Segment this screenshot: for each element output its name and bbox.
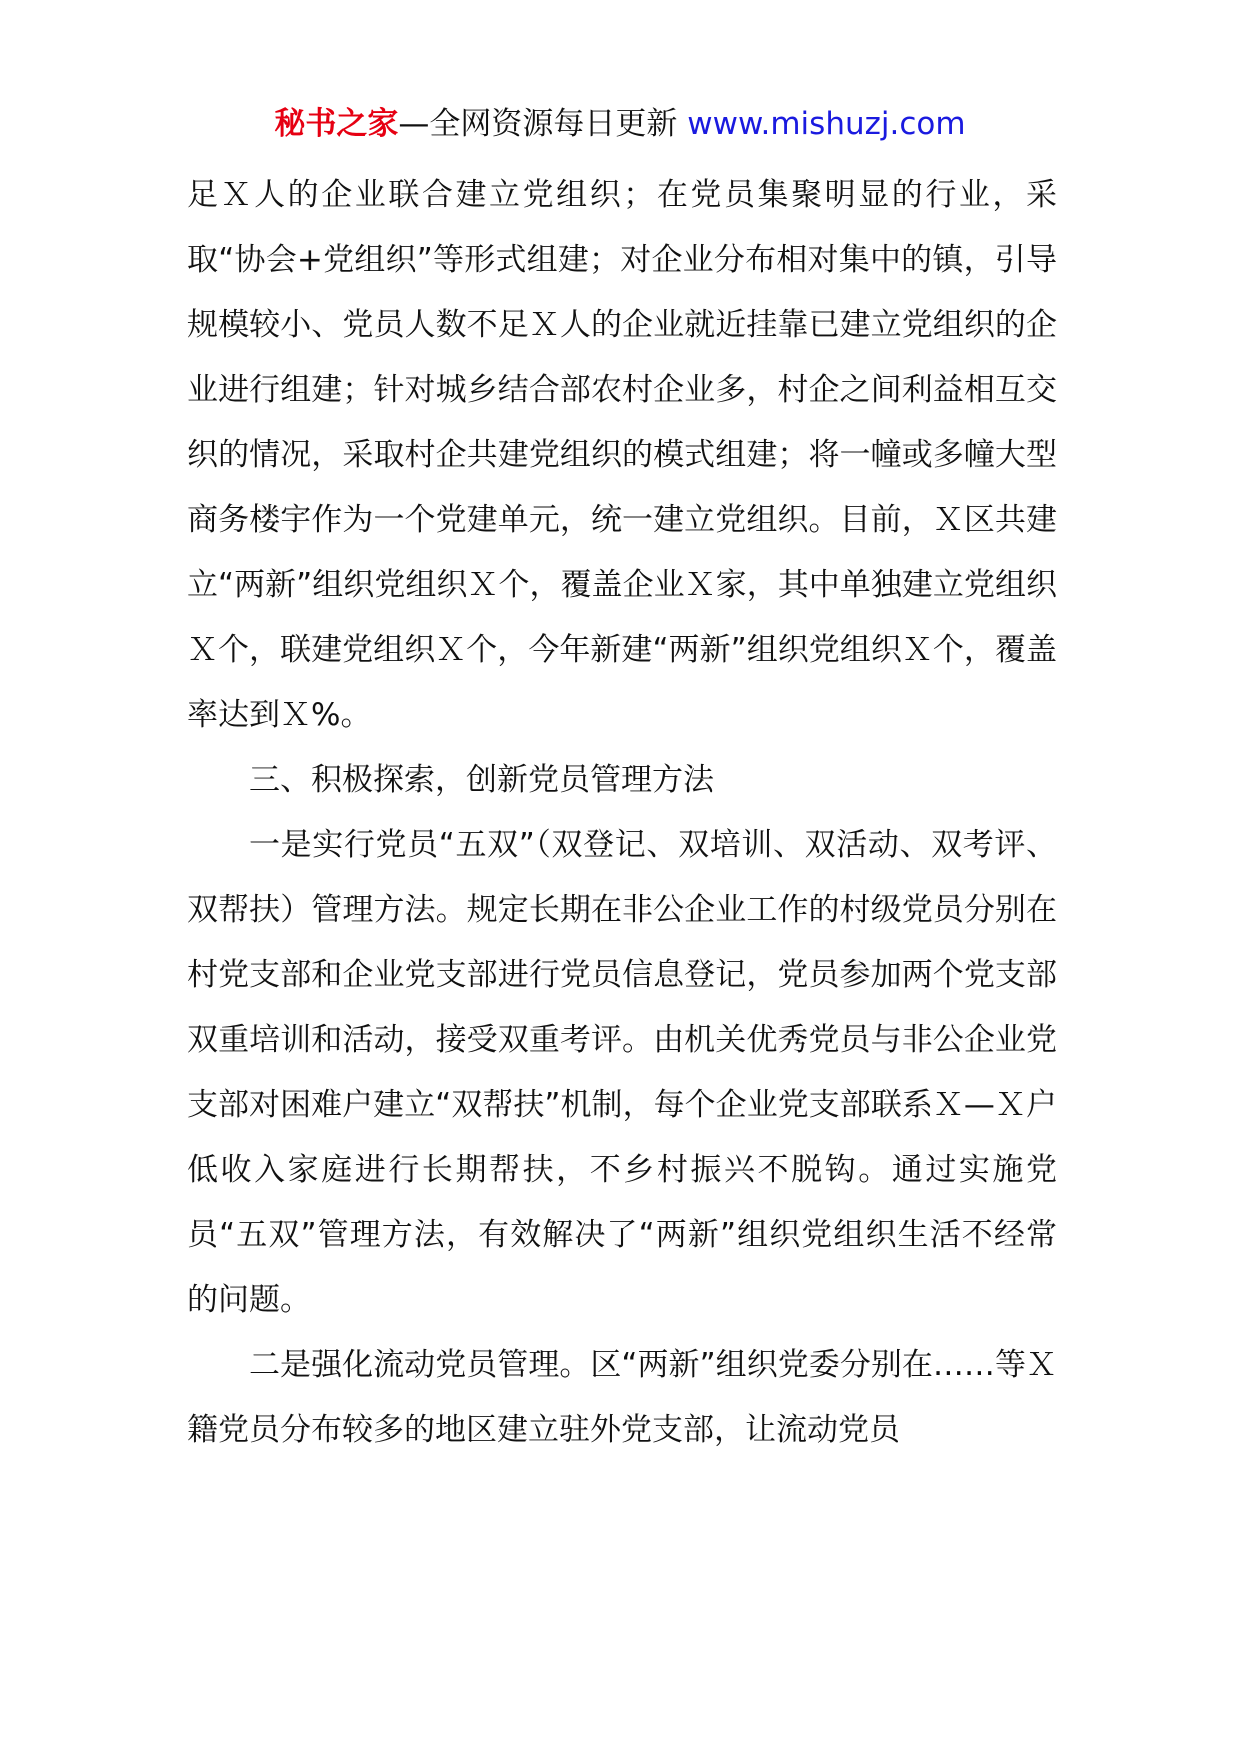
site-slogan: —全网资源每日更新 [398, 106, 688, 142]
body-paragraph-five-double: 一是实行党员“五双”（双登记、双培训、双活动、双考评、双帮扶）管理方法。规定长期在非公企业工作的村级党员分别在村党支部和企业党支部进行党员信息登记，党员参加两个党支部双重培训和活动，接受双重考评。由机关优秀党员与非公企业党支部对困难户建立“双帮扶”机制，每个企业党支部联系Ｘ—Ｘ户低收入家庭进行长期帮扶，不乡村振兴不脱钩。通过实施党员“五双”管理方法，有效解决了“两新”组织党组织生活不经常的问题。 [187, 827, 1057, 1318]
section-heading: 三、积极探索，创新党员管理方法 [249, 762, 714, 798]
body-paragraph-mobile-members: 二是强化流动党员管理。区“两新”组织党委分别在……等Ｘ籍党员分布较多的地区建立驻外党支部，让流动党员 [187, 1347, 1057, 1448]
document-body [187, 163, 1057, 1463]
body-paragraph-continuation: 足Ｘ人的企业联合建立党组织；在党员集聚明显的行业，采取“协会+党组织”等形式组建；对企业分布相对集中的镇，引导规模较小、党员人数不足Ｘ人的企业就近挂靠已建立党组织的企业进行组建；针对城乡结合部农村企业多，村企之间利益相互交织的情况，采取村企共建党组织的模式组建；将一幢或多幢大型商务楼宇作为一个党建单元，统一建立党组织。目前，Ｘ区共建立“两新”组织党组织Ｘ个，覆盖企业Ｘ家，其中单独建立党组织Ｘ个，联建党组织Ｘ个，今年新建“两新”组织党组织Ｘ个，覆盖率达到Ｘ%。 [187, 177, 1057, 733]
site-brand: 秘书之家 [274, 106, 399, 142]
site-url[interactable]: www.mishuzj.com [687, 106, 966, 142]
page-header [0, 102, 1240, 146]
